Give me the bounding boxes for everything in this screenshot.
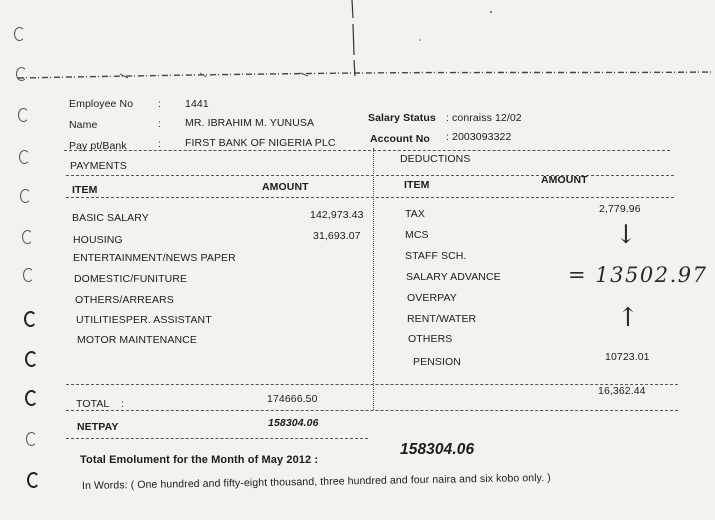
handwritten-arrow-up-icon: ↑ — [617, 303, 641, 333]
payments-section-label: PAYMENTS — [70, 160, 128, 172]
handwritten-arrow-down-icon: ↓ — [615, 220, 639, 250]
deduction-item-label: PENSION — [413, 356, 461, 368]
payments-amount-header: AMOUNT — [262, 181, 309, 193]
deduction-item-amount: 10723.01 — [605, 351, 650, 363]
netpay-value: 158304.06 — [268, 417, 319, 429]
binder-hole — [24, 311, 37, 327]
payments-item-header: ITEM — [72, 184, 98, 196]
binder-hole — [20, 189, 31, 203]
name-label: Name — [69, 119, 98, 131]
payments-total-value: 174666.50 — [267, 393, 318, 405]
binder-hole — [27, 472, 40, 488]
emolument-value: 158304.06 — [400, 441, 475, 458]
deductions-section-label: DEDUCTIONS — [400, 153, 471, 165]
payment-item-amount: 142,973.43 — [310, 209, 364, 221]
colon: : — [158, 98, 162, 110]
payment-item-label: MOTOR MAINTENANCE — [77, 334, 197, 346]
payment-item-label: BASIC SALARY — [72, 212, 149, 224]
deductions-item-header: ITEM — [404, 179, 430, 191]
payment-item-label: ENTERTAINMENT/NEWS PAPER — [73, 252, 236, 264]
payment-item-label: DOMESTIC/FUNITURE — [74, 273, 188, 285]
total-colon: : — [121, 398, 125, 410]
pay-point-value: FIRST BANK OF NIGERIA PLC — [185, 137, 336, 149]
divider — [66, 438, 368, 439]
emolument-label: Total Emolument for the Month of May 2012 : — [80, 454, 319, 466]
payment-item-label: UTILITIESPER. ASSISTANT — [76, 314, 212, 326]
fold-marks — [0, 0, 715, 90]
divider — [64, 150, 670, 151]
salary-status-label: Salary Status — [368, 112, 436, 124]
divider — [66, 384, 678, 385]
total-label: TOTAL — [76, 398, 110, 410]
account-no-value: : 2003093322 — [446, 131, 512, 143]
deduction-item-label: OVERPAY — [407, 292, 457, 304]
divider — [66, 410, 678, 411]
handwritten-note: = 13502.97 — [568, 263, 708, 287]
pay-point-label: Pay pt/Bank — [69, 140, 127, 152]
salary-status-value: : conraiss 12/02 — [446, 112, 522, 124]
deduction-item-label: SALARY ADVANCE — [406, 271, 501, 283]
deduction-item-label: STAFF SCH. — [405, 250, 467, 262]
binder-hole — [19, 150, 30, 164]
deductions-total-value: 16,362.44 — [598, 385, 646, 397]
name-value: MR. IBRAHIM M. YUNUSA — [185, 117, 315, 129]
deductions-amount-header: AMOUNT — [541, 174, 588, 186]
divider — [66, 197, 674, 198]
netpay-label: NETPAY — [77, 421, 119, 433]
deduction-item-label: OTHERS — [408, 333, 453, 345]
deduction-item-label: TAX — [405, 208, 425, 220]
employee-no-value: 1441 — [185, 98, 209, 110]
amount-in-words: In Words: ( One hundred and fifty-eight thousand, three hundred and four naira and six kobo only. ) — [81, 471, 551, 492]
employee-no-label: Employee No — [69, 98, 134, 110]
payment-item-amount: 31,693.07 — [313, 230, 361, 242]
binder-hole — [23, 268, 34, 282]
binder-hole — [25, 390, 38, 406]
binder-hole — [18, 108, 29, 122]
colon: : — [158, 138, 162, 150]
binder-hole — [22, 230, 33, 244]
column-divider — [373, 148, 374, 410]
binder-hole — [25, 351, 38, 367]
deduction-item-label: MCS — [405, 229, 429, 241]
deduction-item-amount: 2,779.96 — [599, 203, 641, 215]
payment-item-label: HOUSING — [73, 234, 123, 246]
account-no-label: Account No — [370, 133, 430, 145]
colon: : — [158, 118, 162, 130]
binder-hole — [26, 432, 37, 446]
deduction-item-label: RENT/WATER — [407, 313, 477, 325]
payment-item-label: OTHERS/ARREARS — [75, 294, 174, 306]
